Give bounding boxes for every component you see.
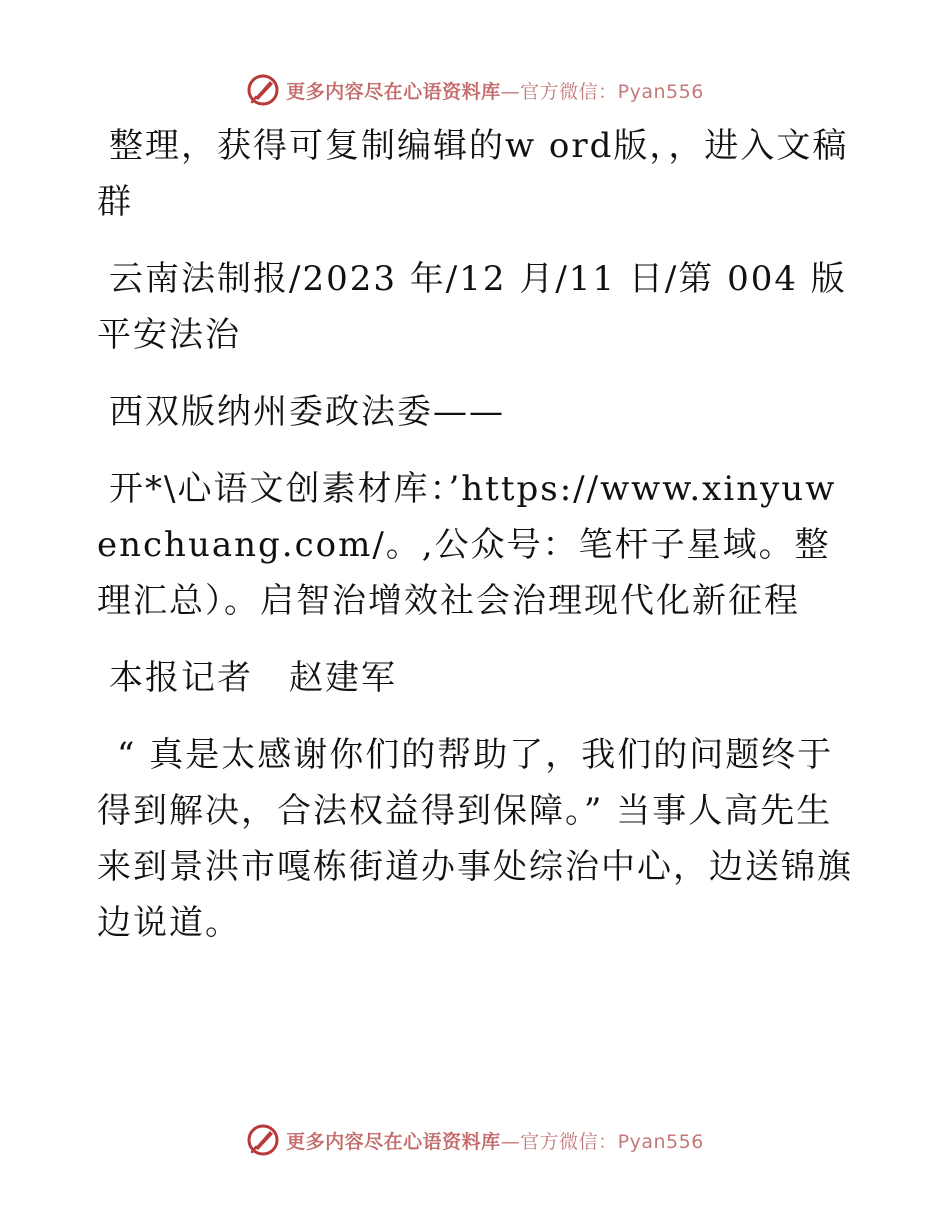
paragraph-intro: 整理，获得可复制编辑的w ord版，，进入文稿群 <box>97 126 849 222</box>
banner-separator: — <box>500 1130 521 1153</box>
banner-contact: 官方微信：Pyan556 <box>520 1130 704 1153</box>
document-body <box>97 118 857 972</box>
banner-text <box>286 77 704 104</box>
paragraph-source: 云南法制报/2023 年/12 月/11 日/第 004 版平安法治 <box>97 259 847 355</box>
header-banner <box>0 68 950 112</box>
paragraph-byline: 本报记者 赵建军 <box>109 658 397 698</box>
banner-brand: 更多内容尽在心语资料库 <box>286 80 501 103</box>
banner-separator: — <box>500 80 521 103</box>
banner-brand: 更多内容尽在心语资料库 <box>286 1130 501 1153</box>
footer-banner <box>0 1118 950 1162</box>
quill-logo-icon <box>246 73 280 107</box>
paragraph-headline: 开*\心语文创素材库：’https://www.xinyuwenchuang.com/。,公众号：笔杆子星域。整理汇总）。启智治增效社会治理现代化新征程 <box>97 469 837 621</box>
quill-logo-icon <box>246 1123 280 1157</box>
banner-contact: 官方微信：Pyan556 <box>520 80 704 103</box>
paragraph-org: 西双版纳州委政法委—— <box>109 392 505 432</box>
banner-text <box>286 1127 704 1154</box>
paragraph-quote: “ 真是太感谢你们的帮助了，我们的问题终于得到解决，合法权益得到保障。” 当事人高先生来到景洪市嘎栋街道办事处综治中心，边送锦旗边说道。 <box>97 735 853 943</box>
